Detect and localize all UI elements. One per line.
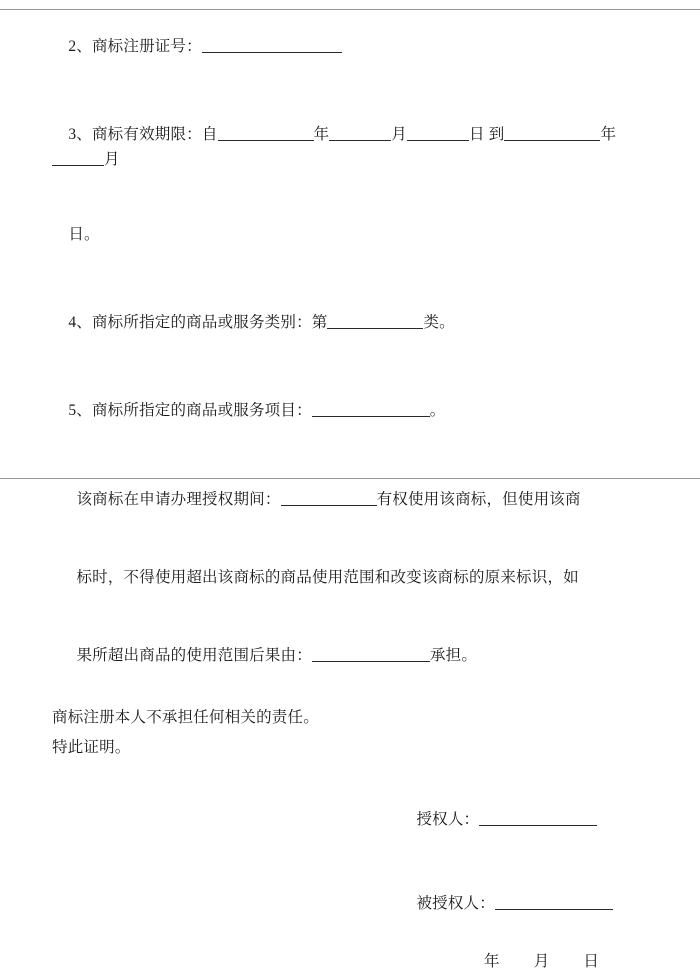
page-bottom-divider — [0, 478, 700, 479]
clause-item-3-month-label: 月 — [391, 126, 407, 143]
clause-item-3-year-label: 年 — [313, 126, 330, 143]
page-top-divider — [0, 9, 700, 10]
authorization-paragraph-line-3-text: 果所超出商品的使用范围后果由： — [76, 647, 312, 664]
clause-item-5 — [52, 373, 656, 448]
date-day-label: 日 — [583, 953, 600, 970]
clause-item-3-continued-text: 日。 — [68, 226, 100, 243]
authorization-paragraph-line-1-suffix: 有权使用该商标，但使用该商 — [376, 491, 581, 508]
clause-item-3-end-year-label: 年 — [600, 126, 617, 143]
authorization-paragraph-line-1-text: 该商标在申请办理授权期间： — [76, 491, 281, 508]
blank-grantee-signature[interactable] — [495, 894, 613, 911]
authorization-paragraph-line-3 — [52, 618, 656, 693]
clause-item-4-text: 4、商标所指定的商品或服务类别：第 — [68, 314, 328, 331]
blank-registration-number[interactable] — [202, 37, 342, 54]
closing-statement-1: 商标注册本人不承担任何相关的责任。 — [52, 709, 319, 726]
closing-statement-2: 特此证明。 — [52, 739, 131, 756]
signature-grantee — [392, 866, 656, 941]
blank-validity-end-month[interactable] — [52, 150, 104, 167]
date-month-label: 月 — [533, 953, 550, 970]
signature-grantor-label: 授权人： — [416, 811, 480, 828]
clause-item-5-suffix: 。 — [429, 402, 446, 419]
authorization-paragraph — [52, 462, 656, 693]
blank-authorization-period[interactable] — [281, 490, 377, 507]
closing-statements — [52, 705, 656, 760]
blank-validity-start-year[interactable] — [218, 125, 314, 142]
blank-validity-start-day[interactable] — [407, 125, 469, 142]
clause-item-5-text: 5、商标所指定的商品或服务项目： — [68, 402, 312, 419]
blank-goods-class[interactable] — [327, 313, 423, 330]
clause-item-3-end-month-label: 月 — [104, 151, 120, 168]
signature-grantor — [392, 782, 656, 857]
blank-grantor-signature[interactable] — [479, 810, 597, 827]
authorization-paragraph-line-2-text: 标时，不得使用超出该商标的商品使用范围和改变该商标的原来标识，如 — [76, 569, 579, 586]
authorization-paragraph-line-1 — [52, 462, 656, 537]
blank-goods-items[interactable] — [312, 401, 430, 418]
clause-item-2 — [52, 9, 656, 84]
document-page — [0, 9, 700, 970]
blank-liability-party[interactable] — [312, 646, 430, 663]
blank-validity-start-month[interactable] — [329, 125, 391, 142]
signature-block — [52, 782, 656, 941]
signature-grantee-label: 被授权人： — [416, 895, 495, 912]
signature-date-line — [52, 951, 656, 973]
clause-item-3 — [52, 97, 656, 197]
date-year-label: 年 — [484, 953, 500, 970]
clause-item-3-continued — [52, 197, 656, 272]
clause-item-3-text: 3、商标有效期限：自 — [68, 126, 218, 143]
blank-validity-end-year[interactable] — [504, 125, 600, 142]
clause-item-4-suffix: 类。 — [423, 314, 455, 331]
authorization-paragraph-line-3-suffix: 承担。 — [429, 647, 478, 664]
clause-item-2-text: 2、商标注册证号： — [68, 38, 202, 55]
clause-item-3-day-to-label: 日 到 — [468, 126, 505, 143]
clause-item-4 — [52, 285, 656, 360]
authorization-paragraph-line-2 — [52, 540, 656, 615]
